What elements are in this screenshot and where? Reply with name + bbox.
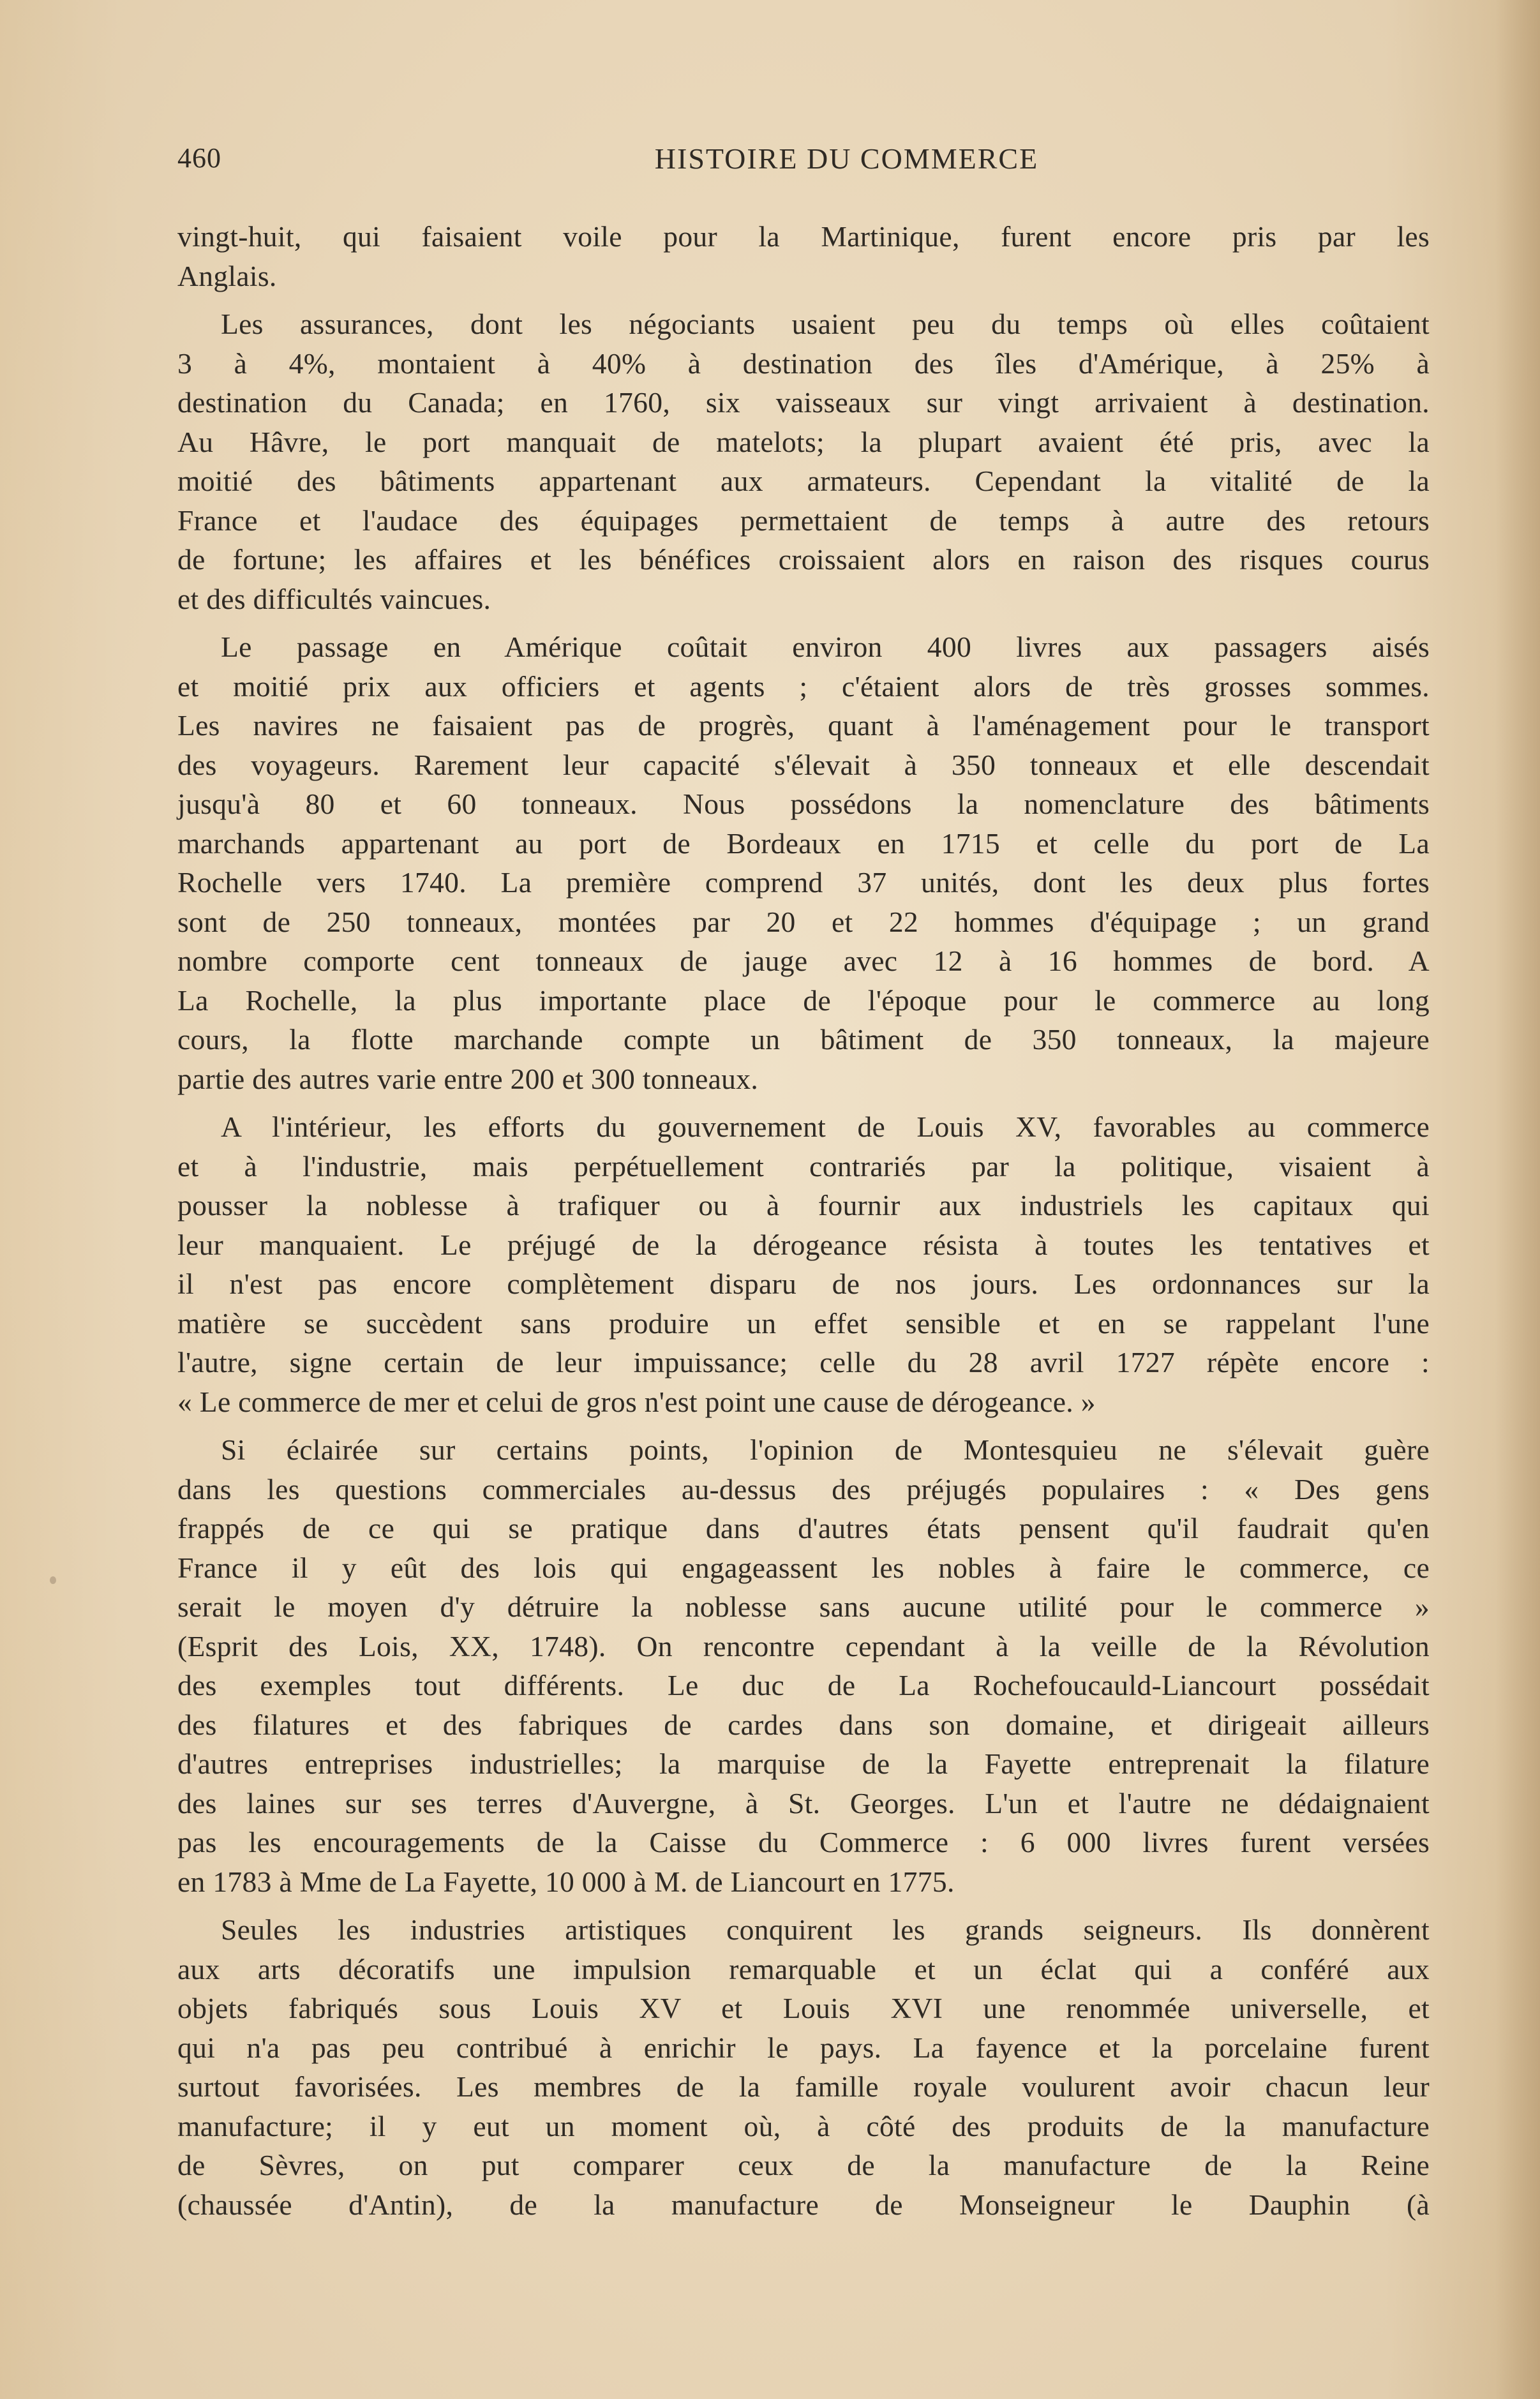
text-line: des voyageurs. Rarement leur capacité s'élevait à 350 tonneaux et elle descendait [177, 748, 1430, 781]
paragraph-gap [177, 618, 1430, 627]
text-line: qui n'a pas peu contribué à enrichir le pays. La fayence et la porcelaine furent [177, 2031, 1430, 2064]
paper-speck [50, 1576, 56, 1584]
text-line: il n'est pas encore complètement disparu de nos jours. Les ordonnances sur la [177, 1267, 1430, 1300]
text-line: l'autre, signe certain de leur impuissance; celle du 28 avril 1727 répète encore : [177, 1346, 1430, 1379]
text-line: surtout favorisées. Les membres de la famille royale voulurent avoir chacun leur [177, 2070, 1430, 2103]
text-line: des laines sur ses terres d'Auvergne, à St. Georges. L'un et l'autre ne dédaignaient [177, 1786, 1430, 1820]
text-line: pousser la noblesse à trafiquer ou à fournir aux industriels les capitaux qui [177, 1189, 1430, 1222]
text-line: Les assurances, dont les négociants usaient peu du temps où elles coûtaient [221, 308, 1430, 340]
text-line: et à l'industrie, mais perpétuellement contrariés par la politique, visaient à [177, 1149, 1430, 1183]
paragraph-gap [177, 1098, 1430, 1107]
text-line: Au Hâvre, le port manquait de matelots; la plupart avaient été pris, avec la [177, 425, 1430, 458]
page-header [177, 142, 1426, 180]
text-line: 3 à 4%, montaient à 40% à destination des îles d'Amérique, à 25% à [177, 347, 1430, 380]
text-line: Seules les industries artistiques conquirent les grands seigneurs. Ils donnèrent [221, 1913, 1430, 1946]
text-line: et des difficultés vaincues. [177, 582, 491, 615]
text-line: objets fabriqués sous Louis XV et Louis XVI une renommée universelle, et [177, 1992, 1430, 2024]
running-title: HISTOIRE DU COMMERCE [654, 142, 1039, 175]
text-line: pas les encouragements de la Caisse du Commerce : 6 000 livres furent versées [177, 1826, 1430, 1858]
text-line: dans les questions commerciales au-dessus des préjugés populaires : « Des gens [177, 1472, 1430, 1506]
text-line: France il y eût des lois qui engageassent les nobles à faire le commerce, ce [177, 1551, 1430, 1584]
text-line: moitié des bâtiments appartenant aux armateurs. Cependant la vitalité de la [177, 465, 1430, 497]
text-line: matière se succèdent sans produire un effet sensible et en se rappelant l'une [177, 1306, 1430, 1340]
text-line: de fortune; les affaires et les bénéfices croissaient alors en raison des risques courus [177, 543, 1430, 576]
paragraph-gap [177, 1421, 1430, 1430]
text-line: Les navires ne faisaient pas de progrès, quant à l'aménagement pour le transport [177, 709, 1430, 742]
text-line: aux arts décoratifs une impulsion remarquable et un éclat qui a conféré aux [177, 1952, 1430, 1985]
text-line: d'autres entreprises industrielles; la marquise de la Fayette entreprenait la filature [177, 1747, 1430, 1780]
text-line: Si éclairée sur certains points, l'opinion de Montesquieu ne s'élevait guère [221, 1433, 1430, 1466]
text-line: « Le commerce de mer et celui de gros n'est point une cause de dérogeance. » [177, 1385, 1096, 1418]
text-line: (Esprit des Lois, XX, 1748). On rencontre cependant à la veille de la Révolution [177, 1629, 1430, 1663]
text-line: (chaussée d'Antin), de la manufacture de Monseigneur le Dauphin (à [177, 2188, 1430, 2221]
text-line: jusqu'à 80 et 60 tonneaux. Nous possédons la nomenclature des bâtiments [177, 788, 1430, 820]
text-line: des exemples tout différents. Le duc de La Rochefoucauld-Liancourt possédait [177, 1669, 1430, 1701]
text-line: nombre comporte cent tonneaux de jauge avec 12 à 16 hommes de bord. A [177, 945, 1430, 977]
text-line: marchands appartenant au port de Bordeaux en 1715 et celle du port de La [177, 826, 1430, 860]
text-line: et moitié prix aux officiers et agents ; c'étaient alors de très grosses sommes. [177, 669, 1430, 703]
text-line: La Rochelle, la plus importante place de l'époque pour le commerce au long [177, 983, 1430, 1017]
text-line: partie des autres varie entre 200 et 300 tonneaux. [177, 1062, 759, 1095]
text-line: leur manquaient. Le préjugé de la dérogeance résista à toutes les tentatives et [177, 1228, 1430, 1261]
text-line: destination du Canada; en 1760, six vaisseaux sur vingt arrivaient à destination. [177, 386, 1430, 419]
text-line: Anglais. [177, 259, 277, 292]
text-line: des filatures et des fabriques de cardes dans son domaine, et dirigeait ailleurs [177, 1708, 1430, 1741]
text-line: cours, la flotte marchande compte un bâtiment de 350 tonneaux, la majeure [177, 1023, 1430, 1056]
page-body-text [177, 217, 1430, 2224]
text-line: en 1783 à Mme de La Fayette, 10 000 à M. de Liancourt en 1775. [177, 1865, 955, 1898]
text-line: serait le moyen d'y détruire la noblesse sans aucune utilité pour le commerce » [177, 1590, 1430, 1623]
text-line: Le passage en Amérique coûtait environ 400 livres aux passagers aisés [221, 631, 1430, 663]
text-line: sont de 250 tonneaux, montées par 20 et 22 hommes d'équipage ; un grand [177, 905, 1430, 938]
text-line: de Sèvres, on put comparer ceux de la manufacture de la Reine [177, 2149, 1430, 2181]
text-line: A l'intérieur, les efforts du gouvernement de Louis XV, favorables au commerce [221, 1110, 1430, 1143]
text-line: France et l'audace des équipages permettaient de temps à autre des retours [177, 504, 1430, 537]
page-number: 460 [177, 142, 221, 174]
text-line: Rochelle vers 1740. La première comprend 37 unités, dont les deux plus fortes [177, 866, 1430, 899]
text-line: vingt-huit, qui faisaient voile pour la Martinique, furent encore pris par les [177, 220, 1430, 253]
paragraph-gap [177, 295, 1430, 304]
paragraph-gap [177, 1901, 1430, 1910]
text-line: manufacture; il y eut un moment où, à côté des produits de la manufacture [177, 2109, 1430, 2142]
text-line: frappés de ce qui se pratique dans d'autres états pensent qu'il faudrait qu'en [177, 1512, 1430, 1544]
